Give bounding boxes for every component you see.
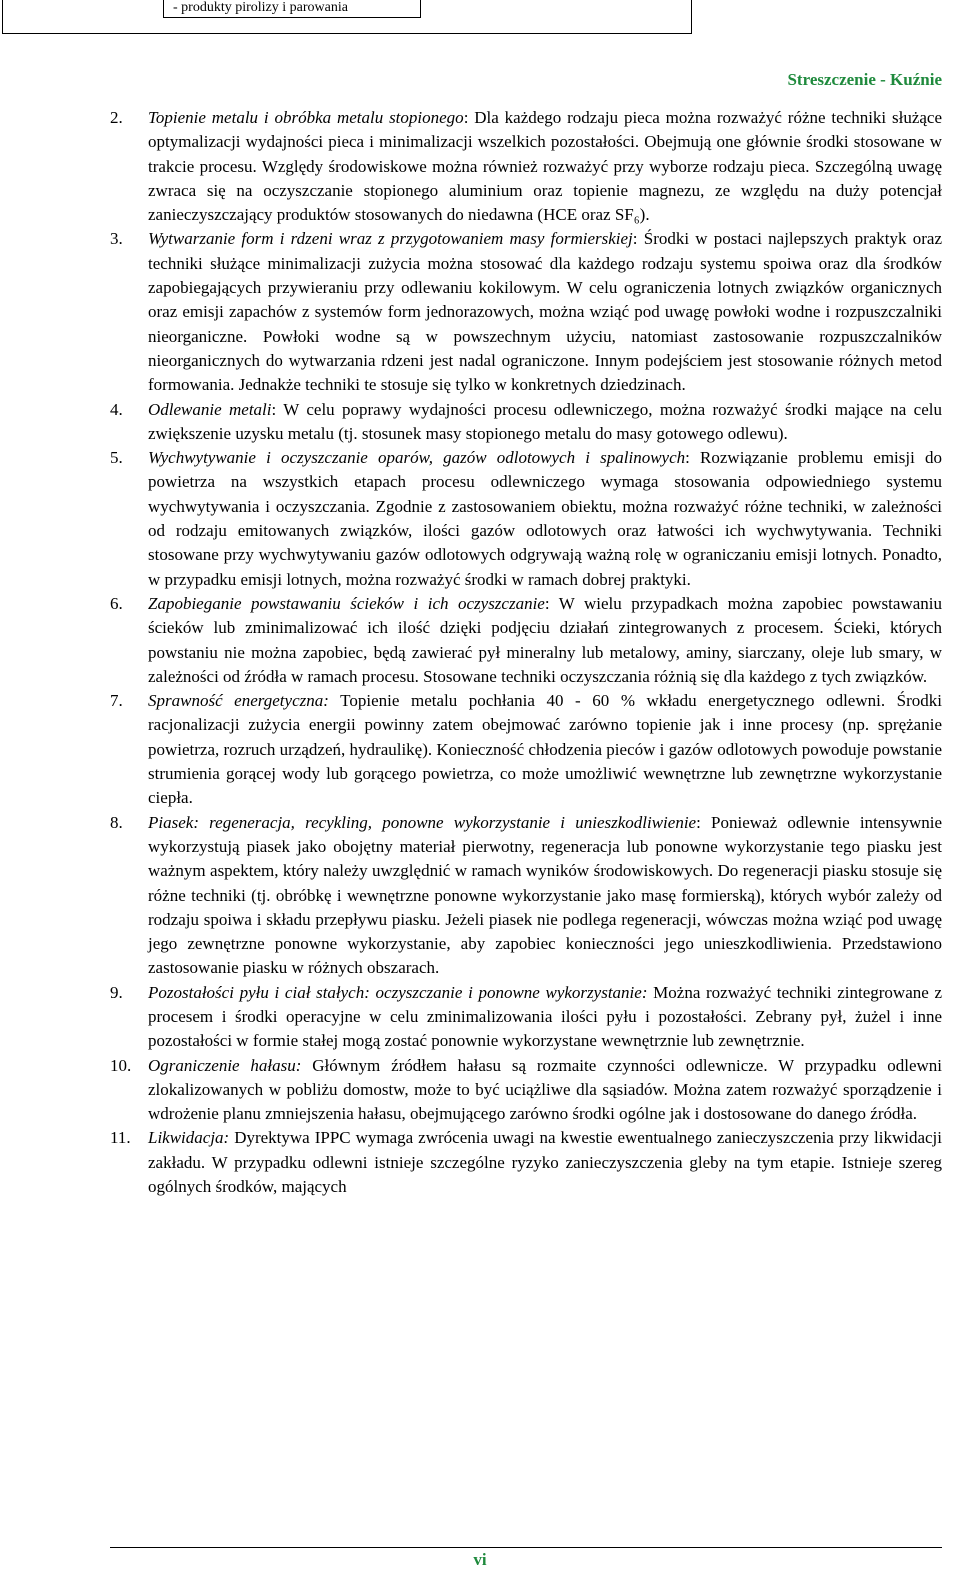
- item-separator: [329, 691, 340, 710]
- item-title: Topienie metalu i obróbka metalu stopionego: [148, 108, 464, 127]
- item-title: Pozostałości pyłu i ciał stałych: oczyszczanie i ponowne wykorzystanie:: [148, 982, 648, 1002]
- page-header-title: Streszczenie - Kuźnie: [787, 70, 942, 89]
- list-item: [0, 227, 960, 397]
- list-item: [0, 1054, 960, 1127]
- item-number: 9.: [110, 982, 123, 1002]
- item-separator: :: [632, 229, 644, 249]
- item-body: W celu poprawy wydajności procesu odlewniczego, można rozważyć środki mające na celu zwiększenie uzysku metalu (tj. stosunek masy stopionego metalu do masy gotowego odlewu).: [148, 399, 942, 443]
- item-title: Wychwytywanie i oczyszczanie oparów, gazów odlotowych i spalinowych: [148, 448, 686, 468]
- item-body: Środki w postaci najlepszych praktyk oraz techniki służące minimalizacji zużycia można stosować dla każdego rodzaju systemu spoiwa oraz dla środków zapobiegających przywieraniu przy odlewaniu kokilowym. W celu ograniczenia lotnych związków organicznych oraz emisji zapachów z systemów form jednorazowych, można wziąć pod uwagę powłoki wodne i rozpuszczalniki nieorganiczne. Powłoki wodne są w powszechnym użyciu, natomiast zastosowanie rozpuszczalników nieorganicznych do wytwarzania rdzeni jest nadal ograniczone. Innym podejściem jest stosowanie różnych metod formowania. Jednakże techniki te stosuje się tylko w konkretnych dziedzinach.: [148, 229, 942, 395]
- item-number: 8.: [110, 812, 123, 832]
- item-number: 7.: [110, 691, 123, 711]
- item-number: 4.: [110, 399, 123, 419]
- top-table-cell: - produkty pirolizy i parowania: [163, 0, 421, 18]
- list-item: [0, 689, 960, 810]
- item-body: Rozwiązanie problemu emisji do powietrza na wszystkich etapach procesu odlewniczego wymaga stosowania odpowiedniego systemu wychwytywania i oczyszczania. Zgodnie z zastosowaniem obiektu, można rozważyć różne techniki, w zależności od rodzaju emitowanych związków, ilości gazów odlotowych oraz łatwości ich wychwytywania. Techniki stosowane przy wychwytywaniu gazów odlotowych odgrywają ważną rolę w ograniczaniu emisji lotnych. Ponadto, w przypadku emisji lotnych, można rozważyć środki w ramach dobrej praktyki.: [148, 448, 942, 589]
- item-body: W wielu przypadkach można zapobiec powstawaniu ścieków lub zminimalizować ich ilość dzięki podjęciu działań zintegrowanych z procesem. Ścieki, których powstaniu nie można zapobiec, będą zawierać pył mineralny lub metalowy, aminy, siarczany, oleje lub smary, w zależności od źródła w ramach procesu. Stosowane techniki oczyszczania różnią się dla każdego z tych związków.: [148, 593, 942, 686]
- item-separator: :: [685, 448, 701, 468]
- item-number: 6.: [110, 593, 123, 613]
- item-separator: :: [544, 593, 559, 613]
- item-title: Wytwarzanie form i rdzeni wraz z przygotowaniem masy formierskiej: [148, 229, 633, 249]
- list-item: [0, 592, 960, 689]
- list-item: [0, 398, 960, 447]
- item-body: Topienie metalu pochłania 40 - 60 % wkładu energetycznego odlewni. Środki racjonalizacji zużycia energii powinny zatem obejmować zarówno topienie jak i inne procesy (np. sprężanie powietrza, rozruch urządzeń, hydraulikę). Konieczność chłodzenia pieców i gazów odlotowych powoduje powstanie strumienia gorącej wody lub gorącego powietrza, co może umożliwić wewnętrzne lub zewnętrzne wykorzystanie ciepła.: [148, 691, 943, 808]
- item-separator: :: [271, 399, 284, 419]
- item-number: 11.: [110, 1128, 131, 1148]
- item-separator: [301, 1056, 312, 1075]
- item-number: 3.: [110, 229, 123, 249]
- item-number: 5.: [110, 448, 123, 468]
- item-number: 10.: [110, 1055, 132, 1075]
- item-body: Dyrektywa IPPC wymaga zwrócenia uwagi na kwestie ewentualnego zanieczyszczenia przy likwidacji zakładu. W przypadku odlewni istnieje szczególne ryzyko zanieczyszczenia gleby na tym etapie. Istnieje szereg ogólnych środków, mających: [148, 1128, 942, 1197]
- list-item: [0, 811, 960, 981]
- list-item: [0, 106, 960, 227]
- item-separator: :: [463, 108, 475, 127]
- footer-divider: [110, 1547, 942, 1548]
- item-body: Ponieważ odlewnie intensywnie wykorzystują piasek jako obojętny materiał pierwotny, regeneracja lub ponowne wykorzystanie tego piasku jest ważnym aspektem, który należy uwzględnić w ramach wyników środowiskowych. Do regeneracji piasku stosuje się różne techniki (tj. obróbkę i wewnętrzne ponowne wykorzystanie jako masę formierską), których wybór zależy od rodzaju spoiwa i składu przepływu piasku. Jeżeli piasek nie podlega regeneracji, wówczas można wziąć pod uwagę jego zewnętrzne ponowne wykorzystanie, aby zapobiec konieczności jego unieszkodliwienia. Przedstawiono zastosowanie piasku w różnych obszarach.: [148, 812, 942, 978]
- item-title: Likwidacja:: [148, 1128, 230, 1148]
- item-number: 2.: [110, 108, 123, 127]
- list-item: [0, 981, 960, 1054]
- item-title: Odlewanie metali: [148, 399, 272, 419]
- item-separator: :: [696, 812, 712, 832]
- item-title: Zapobieganie powstawaniu ścieków i ich oczyszczanie: [148, 593, 545, 613]
- list-item: [0, 1126, 960, 1199]
- item-title: Sprawność energetyczna:: [148, 691, 329, 711]
- numbered-list: [0, 106, 960, 1199]
- item-body: Można rozważyć techniki zintegrowane z procesem i środki operacyjne w celu zminimalizowania ilości pyłu i pozostałości. Zebrany pył, żużel i inne pozostałości w formie stałej mogą zostać ponownie wykorzystane wewnętrznie lub zewnętrznie.: [148, 982, 942, 1051]
- item-title: Ograniczenie hałasu:: [148, 1055, 302, 1075]
- item-body: Dla każdego rodzaju pieca można rozważyć różne techniki służące optymalizacji wydajności pieca i minimalizacji wszelkich pozostałości. Obejmują one głównie środki stosowane w trakcie procesu. Względy środowiskowe można również rozważyć przy wyborze rodzaju pieca. Szczególną uwagę zwraca się na oczyszczanie stopionego aluminium oraz topienie magnezu, ze względu na duży potencjał zanieczyszczający produktów stosowanych do niedawna (HCE oraz SF₆).: [148, 108, 942, 225]
- list-item: [0, 446, 960, 592]
- top-table-frame: [2, 0, 692, 34]
- item-title: Piasek: regeneracja, recykling, ponowne wykorzystanie i unieszkodliwienie: [148, 812, 697, 832]
- item-body: Głównym źródłem hałasu są rozmaite czynności odlewnicze. W przypadku odlewni zlokalizowanych w pobliżu domostw, może to być uciążliwe dla sąsiadów. Można zatem rozważyć sporządzenie i wdrożenie planu zmniejszenia hałasu, obejmującego zarówno środki ogólne jak i dostosowane do danego źródła.: [148, 1055, 943, 1124]
- page-number: vi: [473, 1550, 487, 1569]
